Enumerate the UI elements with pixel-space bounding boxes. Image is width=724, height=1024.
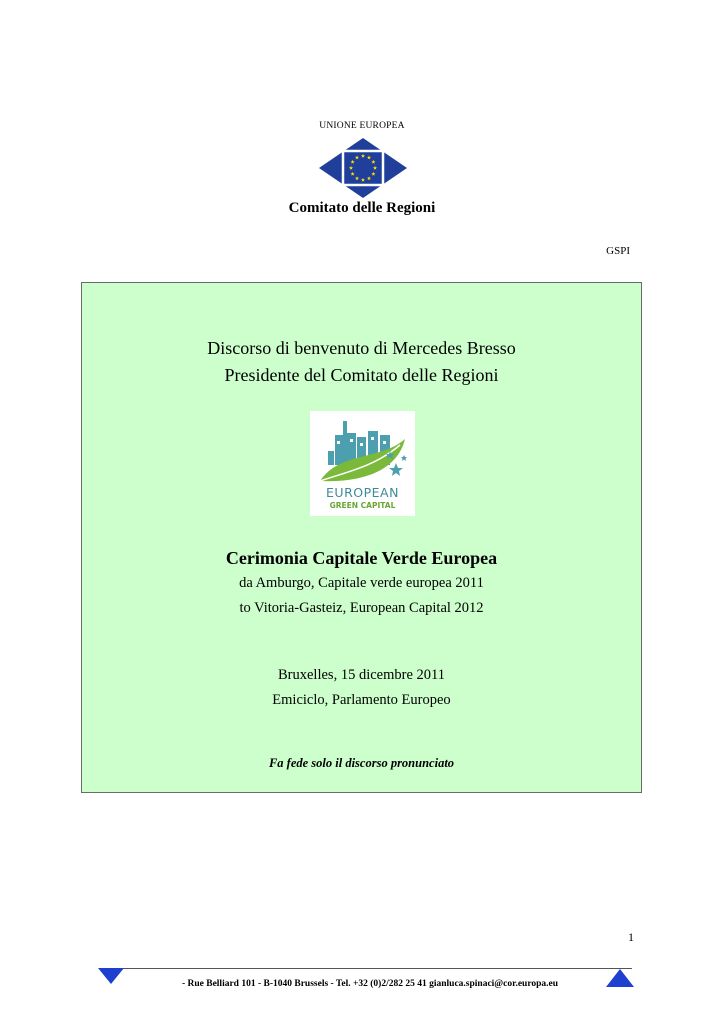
cover-box xyxy=(81,282,642,793)
speech-subtitle: Presidente del Comitato delle Regioni xyxy=(224,365,499,385)
event-title: Cerimonia Capitale Verde Europea xyxy=(225,548,498,568)
footer-divider xyxy=(110,968,632,969)
reference-code: GSPI xyxy=(606,245,630,257)
logo-word: EUROPEAN xyxy=(326,485,399,500)
org-top-label: UNIONE EUROPEA xyxy=(319,121,405,131)
speech-title: Discorso di benvenuto di Mercedes Bresso xyxy=(207,338,516,358)
event-venue: Emiciclo, Parlamento Europeo xyxy=(272,692,451,708)
european-green-capital-logo xyxy=(310,411,415,516)
eu-cor-emblem-icon xyxy=(318,138,408,198)
footer-address: - Rue Belliard 101 - B-1040 Brussels - Tel. +32 (0)2/282 25 41 gianluca.spinaci@cor.europa.eu xyxy=(181,979,559,989)
logo-subword: GREEN CAPITAL xyxy=(329,501,396,510)
event-line-2: to Vitoria-Gasteiz, European Capital 2012 xyxy=(239,600,484,616)
org-name: Comitato delle Regioni xyxy=(288,200,436,216)
event-date: Bruxelles, 15 dicembre 2011 xyxy=(278,667,445,683)
event-line-1: da Amburgo, Capitale verde europea 2011 xyxy=(239,575,484,591)
page-number: 1 xyxy=(628,930,634,944)
disclaimer: Fa fede solo il discorso pronunciato xyxy=(268,756,455,770)
